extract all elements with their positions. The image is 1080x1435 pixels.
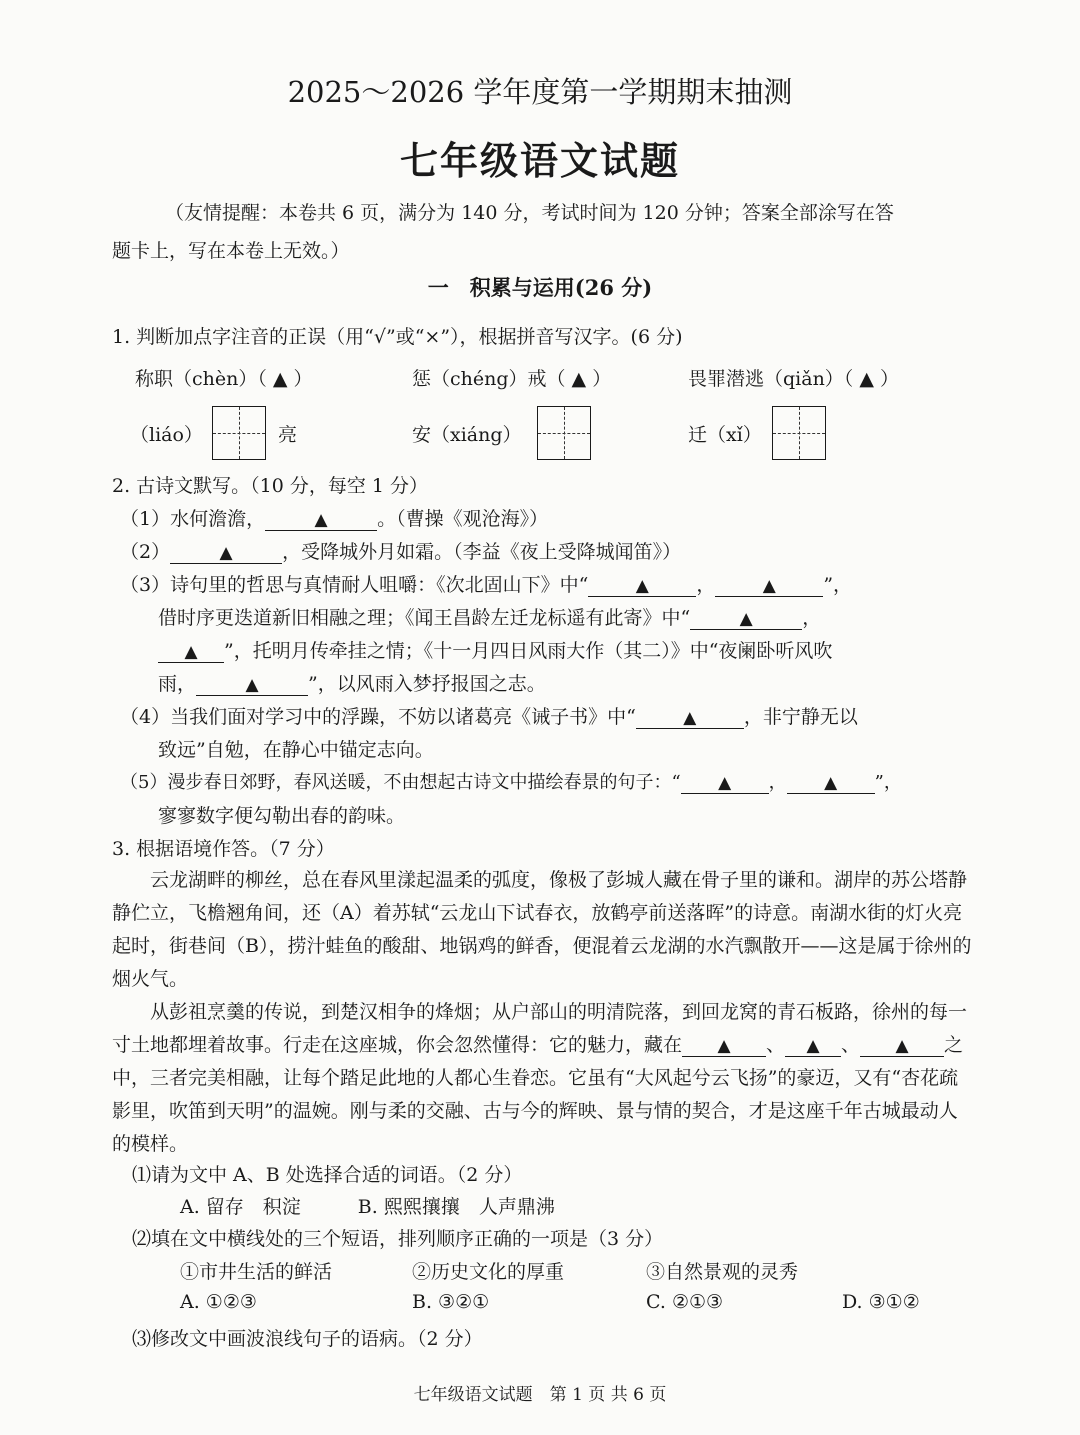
phrase-3: ③自然景观的灵秀 — [646, 1261, 799, 1283]
text: 之中，三者完美相融，让每个踏足此地的人都心生眷恋。它虽有“大风起兮云飞扬”的豪迈，又有“杏花疏影里，吹笛到天明”的温婉。刚与柔的交融、古与今的辉映、景与情的契合，才是这座千年古城最动人的模样。 — [112, 1034, 964, 1155]
q1-after-box: 亮 — [278, 424, 298, 446]
passage-paragraph-2 — [112, 996, 972, 1161]
answer-blank — [785, 1035, 841, 1057]
q2-line9 — [120, 768, 902, 794]
choice-a: A. ①②③ — [180, 1291, 257, 1313]
text: （4）当我们面对学习中的浮躁，不妨以诸葛亮《诫子书》中“ — [120, 706, 636, 728]
triangle-icon: ▲ — [762, 576, 776, 596]
exam-term: 2025～2026 学年度第一学期期末抽测 — [287, 75, 793, 109]
answer-blank — [715, 575, 823, 597]
q1-pinyin-2: 安（xiáng） — [412, 424, 522, 446]
answer-blank — [690, 608, 802, 630]
q3-sub1: ⑴请为文中 A、B 处选择合适的词语。（2 分） — [132, 1164, 523, 1186]
q1-stem: 1. 判断加点字注音的正误（用“√”或“×”），根据拼音写汉字。(6 分) — [112, 326, 683, 348]
text: ， — [768, 772, 787, 793]
triangle-icon: ▲ — [717, 1036, 731, 1056]
section-title: 一 积累与运用(26 分) — [427, 275, 653, 300]
triangle-icon: ▲ — [806, 1036, 820, 1056]
text: 。（曹操《观沧海》） — [377, 508, 549, 530]
text: 、 — [766, 1034, 786, 1056]
triangle-icon: ▲ — [718, 773, 732, 793]
q2-line1 — [120, 504, 548, 531]
text: ，受降城外月如霜。（李益《夜上受降城闻笛》） — [282, 541, 682, 563]
q2-line7 — [120, 702, 858, 729]
answer-blank — [196, 674, 308, 696]
text: ”， — [874, 772, 902, 793]
answer-blank — [787, 773, 875, 794]
answer-blank — [588, 575, 696, 597]
text: ， — [802, 607, 822, 629]
q1-item-3: 畏罪潜逃（qiǎn）（ ▲ ） — [688, 368, 899, 390]
text: ，非宁静无以 — [743, 706, 858, 728]
answer-blank — [158, 641, 224, 663]
q2-line2 — [120, 537, 681, 564]
text: （3）诗句里的哲思与真情耐人咀嚼：《次北固山下》中“ — [120, 574, 589, 596]
phrase-2: ②历史文化的厚重 — [412, 1261, 565, 1283]
q1-item-1: 称职（chèn）（ ▲ ） — [135, 368, 313, 390]
text: （5）漫步春日郊野，春风送暖，不由想起古诗文中描绘春景的句子：“ — [120, 772, 681, 793]
triangle-icon: ▲ — [219, 543, 233, 563]
page-title: 七年级语文试题 — [399, 138, 680, 183]
text: 从彭祖烹羹的传说，到楚汉相争的烽烟；从户部山的明清院落，到回龙窝的青石板路，徐州的每一寸土地都埋着故事。行走在这座城，你会忽然懂得：它的魅力，藏在 — [112, 1001, 968, 1056]
answer-blank — [860, 1035, 944, 1057]
answer-blank — [682, 1035, 766, 1057]
q2-line3 — [120, 570, 852, 597]
q2-stem: 2. 古诗文默写。（10 分，每空 1 分） — [112, 475, 429, 497]
passage-paragraph-1: 云龙湖畔的柳丝，总在春风里漾起温柔的弧度，像极了彭城人藏在骨子里的谦和。湖岸的苏公塔静静伫立，飞檐翘角间，还（A）着苏轼“云龙山下试春衣，放鹤亭前送落晖”的诗意。南湖水街的灯火亮起时，街巷间（B），捞汁蛙鱼的酸甜、地锅鸡的鲜香，便混着云龙湖的水汽飘散开——这是属于徐州的烟火气。 — [112, 869, 972, 990]
triangle-icon: ▲ — [824, 773, 838, 793]
q1-item-2: 惩（chéng）戒（ ▲ ） — [412, 368, 612, 390]
q1-pinyin-3: 迁（xǐ） — [688, 424, 762, 446]
text: ， — [696, 574, 716, 596]
triangle-icon: ▲ — [314, 510, 328, 530]
text: 借时序更迭道新旧相融之理；《闻王昌龄左迁龙标遥有此寄》中“ — [158, 607, 691, 629]
q3-sub2: ⑵填在文中横线处的三个短语，排列顺序正确的一项是（3 分） — [132, 1228, 664, 1250]
text: 、 — [841, 1034, 861, 1056]
triangle-icon: ▲ — [895, 1036, 909, 1056]
answer-box-1 — [212, 406, 266, 460]
answer-blank — [681, 773, 769, 794]
answer-blank — [265, 509, 377, 531]
notice-line1: （友情提醒：本卷共 6 页，满分为 140 分，考试时间为 120 分钟；答案全部涂写在答 — [165, 202, 894, 224]
q2-line5 — [158, 636, 832, 663]
text: （2） — [120, 541, 171, 563]
q2-line8: 致远”自勉，在静心中锚定志向。 — [158, 739, 434, 761]
page-footer: 七年级语文试题 第 1 页 共 6 页 — [413, 1385, 667, 1405]
q2-line4 — [158, 603, 821, 630]
text: ”，以风雨入梦抒报国之志。 — [308, 673, 546, 695]
triangle-icon: ▲ — [739, 609, 753, 629]
q2-line10: 寥寥数字便勾勒出春的韵味。 — [158, 805, 406, 827]
choice-c: C. ②①③ — [646, 1291, 724, 1313]
phrase-1: ①市井生活的鲜活 — [180, 1261, 333, 1283]
q3-passage — [112, 864, 972, 1161]
choice-d: D. ③①② — [842, 1291, 920, 1313]
triangle-icon: ▲ — [683, 708, 697, 728]
answer-blank — [636, 707, 744, 729]
q2-line6 — [158, 669, 546, 696]
answer-blank — [170, 542, 282, 564]
text: ”，托明月传牵挂之情；《十一月四日风雨大作（其二）》中“夜阑卧听风吹 — [224, 640, 833, 662]
triangle-icon: ▲ — [245, 675, 259, 695]
notice-line2: 题卡上，写在本卷上无效。） — [112, 240, 350, 262]
text: （1）水何澹澹， — [120, 508, 266, 530]
triangle-icon: ▲ — [184, 642, 198, 662]
q3-stem: 3. 根据语境作答。（7 分） — [112, 838, 335, 860]
text: ”， — [823, 574, 853, 596]
choice-b: B. ③②① — [412, 1291, 490, 1313]
text: 雨， — [158, 673, 197, 695]
triangle-icon: ▲ — [635, 576, 649, 596]
q3-sub3: ⑶修改文中画波浪线句子的语病。（2 分） — [132, 1328, 483, 1350]
q3-sub1-options: A. 留存 积淀 B. 熙熙攘攘 人声鼎沸 — [180, 1196, 555, 1218]
answer-box-3 — [772, 406, 826, 460]
answer-box-2 — [537, 406, 591, 460]
q1-pinyin-1: （liáo） — [130, 424, 203, 446]
